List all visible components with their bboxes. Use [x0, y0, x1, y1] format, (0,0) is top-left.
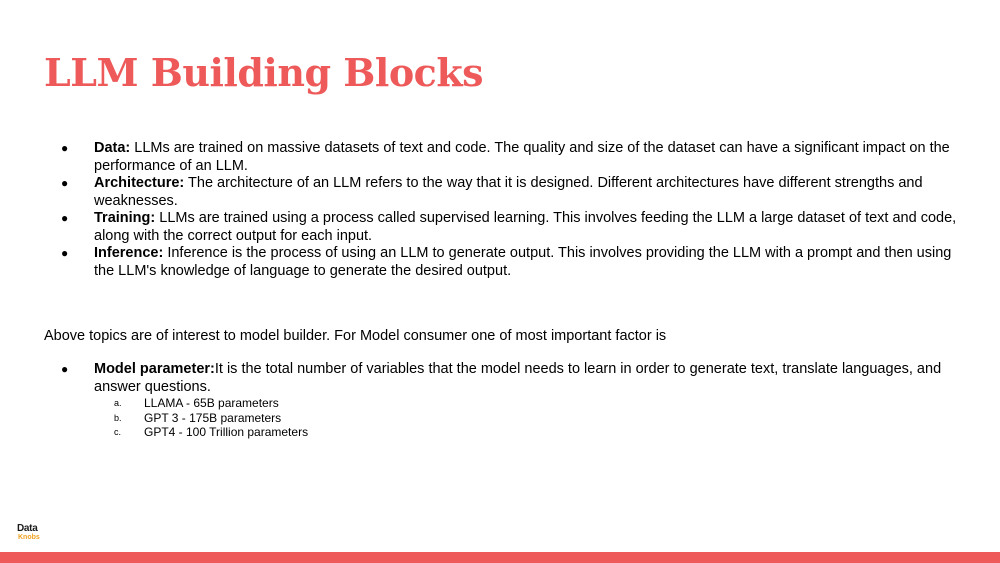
list-item-architecture — [0, 175, 962, 210]
sublist-text: LLAMA - 65B parameters — [144, 396, 279, 410]
sublist-item — [0, 396, 1000, 411]
sublist-label: a. — [114, 398, 122, 408]
list-item-training — [0, 210, 962, 245]
bullet-term: Model parameter: — [94, 361, 215, 377]
list-item-data — [0, 140, 962, 175]
list-item-model-parameter — [0, 361, 962, 396]
data-knobs-logo — [17, 524, 47, 544]
sublist-text: GPT 3 - 175B parameters — [144, 410, 282, 425]
bullet-text: It is the total number of variables that the model needs to learn in order to generate text, translate languages, and answer questions. — [94, 361, 942, 395]
bullet-text: Inference is the process of using an LLM to generate output. This involves providing the LLM with a prompt and then using the LLM's knowledge of language to generate the desired output. — [94, 245, 952, 279]
bullet-text: The architecture of an LLM refers to the way that it is designed. Different architectures have different strengths and weaknesses. — [94, 175, 923, 209]
footer-accent-bar — [0, 552, 1000, 563]
bullet-icon: ● — [61, 246, 69, 260]
sublist-item — [0, 425, 1000, 440]
bullet-term: Data: — [94, 140, 131, 156]
sublist-label: b. — [114, 412, 122, 423]
intro-paragraph: Above topics are of interest to model builder. For Model consumer one of most important factor is — [44, 328, 667, 344]
model-consumer-list — [0, 361, 1000, 396]
bullet-text: LLMs are trained on massive datasets of text and code. The quality and size of the dataset can have a significant impact on the performance of an LLM. — [94, 140, 950, 174]
sublist-text: GPT4 - 100 Trillion parameters — [144, 425, 309, 439]
bullet-icon: ● — [61, 141, 69, 155]
parameter-sublist — [0, 396, 1000, 440]
sublist-item — [0, 411, 1000, 426]
logo-line2: Knobs — [18, 534, 40, 541]
bullet-text: LLMs are trained using a process called supervised learning. This involves feeding the LLM a large dataset of text and code, along with the correct output for each input. — [94, 210, 957, 244]
bullet-term: Inference: — [94, 245, 164, 261]
building-blocks-list — [0, 140, 1000, 280]
logo-line1: Data — [17, 523, 38, 534]
slide-title: LLM Building Blocks — [44, 50, 484, 95]
bullet-icon: ● — [61, 211, 69, 225]
bullet-icon: ● — [61, 176, 69, 190]
sublist-label: c. — [114, 427, 122, 437]
bullet-term: Training: — [94, 210, 156, 226]
list-item-inference — [0, 245, 962, 280]
bullet-term: Architecture: — [94, 175, 185, 191]
bullet-icon: ● — [61, 362, 69, 376]
